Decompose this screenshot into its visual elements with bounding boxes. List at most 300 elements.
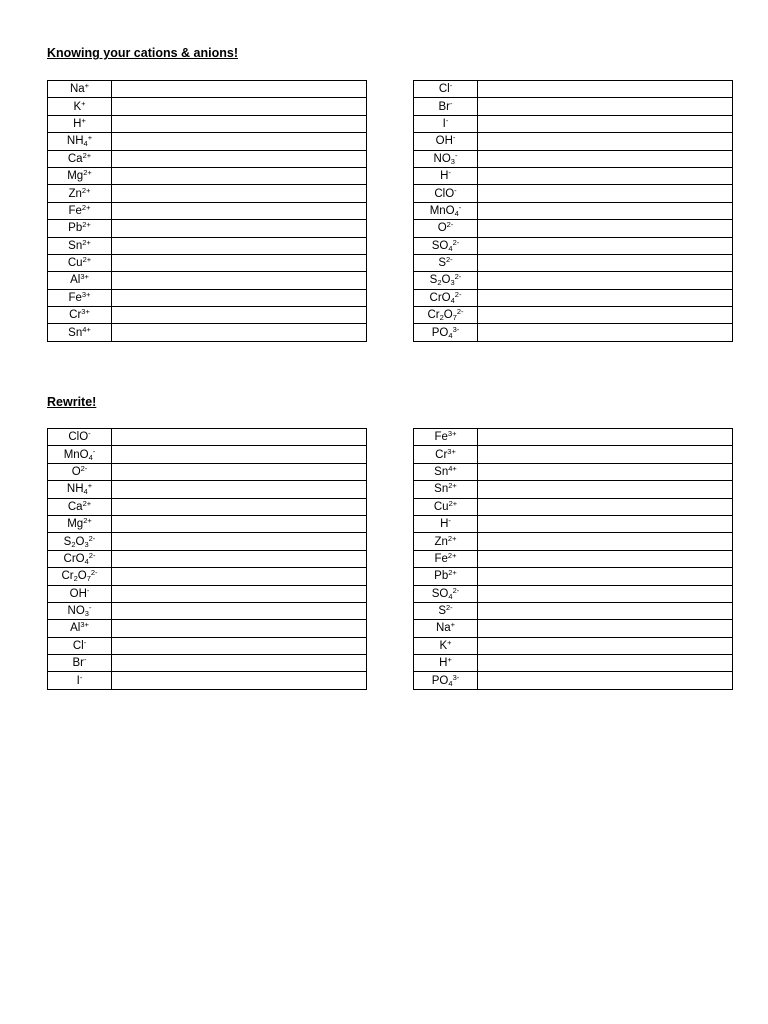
answer-cell[interactable] (478, 637, 733, 654)
answer-cell[interactable] (478, 498, 733, 515)
symbol-element: Ca (67, 152, 83, 165)
symbol-subscript: 7 (452, 313, 457, 323)
ion-symbol (48, 133, 112, 150)
charge-superscript: + (87, 133, 93, 143)
ion-row (414, 672, 733, 689)
answer-cell[interactable] (112, 254, 367, 271)
answer-cell[interactable] (478, 481, 733, 498)
answer-cell[interactable] (478, 550, 733, 567)
charge-superscript: + (84, 81, 90, 91)
symbol-element: ClO (434, 187, 455, 200)
ion-symbol (48, 481, 112, 498)
symbol-element: K (439, 639, 448, 652)
ion-symbol (414, 202, 478, 219)
answer-cell[interactable] (478, 655, 733, 672)
charge-superscript: + (81, 115, 86, 125)
charge-superscript: - (454, 185, 457, 195)
symbol-element: Cu (67, 257, 83, 270)
ion-row (48, 254, 367, 271)
symbol-element: PO (431, 326, 449, 339)
symbol-element: O (443, 309, 453, 322)
answer-cell[interactable] (112, 98, 367, 115)
answer-cell[interactable] (112, 202, 367, 219)
answer-cell[interactable] (112, 515, 367, 532)
ion-row (48, 550, 367, 567)
symbol-element: Fe (68, 291, 82, 304)
answer-cell[interactable] (478, 620, 733, 637)
charge-superscript: - (79, 672, 83, 682)
answer-cell[interactable] (478, 515, 733, 532)
answer-cell[interactable] (112, 220, 367, 237)
symbol-element: MnO (63, 448, 89, 461)
ion-row (414, 515, 733, 532)
ion-symbol (48, 463, 112, 480)
answer-cell[interactable] (478, 237, 733, 254)
answer-cell[interactable] (112, 585, 367, 602)
ion-symbol (414, 498, 478, 515)
ion-symbol (48, 220, 112, 237)
ion-symbol (48, 672, 112, 689)
ion-symbol (48, 307, 112, 324)
answer-cell[interactable] (112, 672, 367, 689)
symbol-subscript: 7 (86, 574, 91, 584)
charge-superscript: + (447, 637, 452, 647)
ion-symbol (414, 133, 478, 150)
ion-symbol (414, 533, 478, 550)
charge-superscript: 3+ (80, 620, 89, 630)
charge-superscript: - (83, 637, 87, 647)
ion-row (48, 167, 367, 184)
symbol-element: Zn (434, 535, 448, 548)
charge-superscript: - (448, 168, 451, 178)
charge-superscript: 2- (80, 463, 88, 473)
symbol-element: S (429, 274, 438, 287)
ion-row (414, 220, 733, 237)
charge-superscript: 2+ (82, 237, 91, 247)
ion-row (48, 202, 367, 219)
symbol-element: NO (67, 605, 85, 618)
answer-cell[interactable] (112, 637, 367, 654)
charge-superscript: 2+ (83, 516, 92, 526)
answer-cell[interactable] (112, 498, 367, 515)
symbol-element: ClO (68, 431, 89, 444)
ion-row (414, 533, 733, 550)
charge-superscript: 2+ (448, 568, 457, 578)
charge-superscript: 3+ (447, 446, 456, 456)
charge-superscript: - (92, 446, 96, 456)
symbol-element: Cr (69, 309, 82, 322)
symbol-subscript: 4 (88, 452, 93, 462)
symbol-subscript: 4 (448, 591, 453, 601)
answer-cell[interactable] (478, 115, 733, 132)
ion-row (414, 289, 733, 306)
ion-row (48, 602, 367, 619)
charge-superscript: 2+ (81, 202, 91, 212)
symbol-element: MnO (429, 204, 455, 217)
symbol-element: OH (435, 135, 453, 148)
ion-symbol (414, 515, 478, 532)
ion-symbol (48, 429, 112, 446)
symbol-element: NO (433, 152, 451, 165)
ion-symbol (414, 585, 478, 602)
symbol-element: I (442, 117, 446, 130)
ion-symbol (414, 446, 478, 463)
charge-superscript: 2- (454, 272, 462, 282)
charge-superscript: 2+ (83, 168, 92, 178)
symbol-element: Cl (72, 639, 84, 652)
ion-row (414, 446, 733, 463)
symbol-element: Pb (68, 222, 83, 235)
charge-superscript: 2- (88, 533, 96, 543)
symbol-subscript: 2 (73, 574, 78, 584)
symbol-element: Sn (68, 239, 83, 252)
symbol-subscript: 4 (83, 139, 88, 149)
answer-cell[interactable] (478, 429, 733, 446)
charge-superscript: 2+ (447, 533, 457, 543)
answer-cell[interactable] (112, 185, 367, 202)
answer-cell[interactable] (478, 150, 733, 167)
ion-row (414, 602, 733, 619)
ion-row (48, 115, 367, 132)
answer-cell[interactable] (112, 446, 367, 463)
answer-cell[interactable] (478, 602, 733, 619)
charge-superscript: 2- (452, 237, 460, 247)
symbol-element: PO (431, 674, 449, 687)
charge-superscript: 3- (452, 672, 460, 682)
charge-superscript: - (452, 133, 456, 143)
symbol-element: Fe (434, 431, 448, 444)
answer-cell[interactable] (478, 220, 733, 237)
ion-row (48, 498, 367, 515)
ion-row (414, 150, 733, 167)
charge-superscript: 2- (454, 289, 462, 299)
symbol-subscript: 2 (439, 313, 444, 323)
ion-symbol (414, 81, 478, 98)
answer-cell[interactable] (112, 463, 367, 480)
symbol-element: Fe (434, 552, 448, 565)
symbol-subscript: 3 (84, 609, 89, 619)
symbol-element: Cl (438, 83, 450, 96)
answer-cell[interactable] (478, 585, 733, 602)
ion-row (48, 98, 367, 115)
symbol-subscript: 4 (84, 556, 89, 566)
ion-symbol (414, 167, 478, 184)
ion-symbol (414, 220, 478, 237)
symbol-element: Fe (68, 204, 82, 217)
answer-cell[interactable] (112, 115, 367, 132)
answer-cell[interactable] (478, 133, 733, 150)
symbol-element: I (76, 674, 80, 687)
symbol-element: Mg (67, 170, 84, 183)
ion-symbol (414, 185, 478, 202)
symbol-element: NH (66, 483, 84, 496)
charge-superscript: 2+ (447, 550, 457, 560)
symbol-element: O (75, 535, 85, 548)
ion-row (48, 237, 367, 254)
ion-row (414, 81, 733, 98)
ion-row (414, 481, 733, 498)
ion-symbol (414, 237, 478, 254)
symbol-element: Pb (434, 570, 449, 583)
ion-row (48, 429, 367, 446)
ion-symbol (48, 498, 112, 515)
ion-symbol (48, 637, 112, 654)
ion-row (414, 550, 733, 567)
ion-row (414, 237, 733, 254)
answer-cell[interactable] (478, 463, 733, 480)
answer-cell[interactable] (478, 272, 733, 289)
symbol-element: H (440, 170, 449, 183)
ion-row (48, 481, 367, 498)
charge-superscript: - (454, 150, 458, 160)
symbol-element: Br (72, 657, 84, 670)
charge-superscript: 2+ (448, 498, 458, 508)
symbol-element: H (440, 518, 449, 531)
ion-symbol (414, 272, 478, 289)
ion-symbol (414, 307, 478, 324)
ion-row (414, 167, 733, 184)
symbol-subscript: 2 (437, 278, 442, 288)
symbol-element: Ca (67, 500, 83, 513)
charge-superscript: - (88, 603, 92, 613)
ion-row (414, 498, 733, 515)
symbol-element: O (437, 222, 447, 235)
symbol-subscript: 4 (83, 487, 88, 497)
answer-cell[interactable] (478, 167, 733, 184)
charge-superscript: 3+ (447, 429, 457, 439)
answer-cell[interactable] (112, 81, 367, 98)
answer-cell[interactable] (478, 202, 733, 219)
ion-symbol (48, 324, 112, 341)
charge-superscript: 2+ (82, 255, 92, 265)
symbol-subscript: 4 (454, 208, 459, 218)
symbol-subscript: 3 (450, 278, 455, 288)
symbol-element: Cr (435, 448, 448, 461)
symbol-element: O (71, 465, 81, 478)
charge-superscript: 2+ (82, 498, 92, 508)
ion-row (48, 585, 367, 602)
symbol-element: CrO (429, 291, 451, 304)
answer-cell[interactable] (478, 672, 733, 689)
ion-row (48, 620, 367, 637)
ion-symbol (48, 115, 112, 132)
ion-symbol (48, 185, 112, 202)
charge-superscript: - (448, 516, 451, 526)
ion-symbol (414, 550, 478, 567)
symbol-element: Al (70, 622, 81, 635)
answer-cell[interactable] (112, 533, 367, 550)
answer-cell[interactable] (112, 307, 367, 324)
answer-cell[interactable] (112, 602, 367, 619)
answer-cell[interactable] (478, 81, 733, 98)
answer-cell[interactable] (478, 307, 733, 324)
answer-cell[interactable] (112, 237, 367, 254)
answer-cell[interactable] (478, 254, 733, 271)
ion-row (414, 585, 733, 602)
ion-row (48, 672, 367, 689)
answer-cell[interactable] (478, 324, 733, 341)
ion-row (48, 324, 367, 341)
answer-cell[interactable] (112, 150, 367, 167)
ion-symbol (48, 585, 112, 602)
charge-superscript: 4+ (82, 324, 91, 334)
ion-symbol (414, 324, 478, 341)
answer-cell[interactable] (478, 533, 733, 550)
rewrite-left-table (47, 428, 367, 690)
charge-superscript: 3- (452, 324, 460, 334)
section-title-knowing-ions: Knowing your cations & anions! (47, 46, 238, 60)
symbol-element: Br (438, 100, 450, 113)
ion-row (414, 568, 733, 585)
answer-cell[interactable] (112, 568, 367, 585)
charge-superscript: 2- (90, 568, 98, 578)
ion-row (48, 655, 367, 672)
answer-cell[interactable] (112, 550, 367, 567)
ion-symbol (414, 602, 478, 619)
ion-symbol (414, 115, 478, 132)
charge-superscript: 2- (456, 307, 464, 317)
symbol-subscript: 4 (448, 678, 453, 688)
symbol-subscript: 4 (450, 295, 455, 305)
charge-superscript: 2- (446, 255, 453, 265)
answer-cell[interactable] (112, 289, 367, 306)
ion-row (48, 637, 367, 654)
charge-superscript: - (86, 585, 90, 595)
ion-symbol (48, 254, 112, 271)
ion-row (48, 289, 367, 306)
symbol-element: OH (69, 587, 87, 600)
ion-row (48, 515, 367, 532)
ion-symbol (414, 655, 478, 672)
charge-superscript: + (447, 655, 452, 665)
ion-symbol (48, 150, 112, 167)
answer-cell[interactable] (478, 185, 733, 202)
charge-superscript: - (84, 655, 87, 665)
ion-row (48, 446, 367, 463)
ion-symbol (414, 637, 478, 654)
ion-symbol (48, 237, 112, 254)
symbol-element: S (438, 257, 446, 270)
symbol-subscript: 4 (448, 243, 453, 253)
rewrite-right-table (413, 428, 733, 690)
ion-row (48, 463, 367, 480)
charge-superscript: - (449, 81, 453, 91)
symbol-element: Cr (427, 309, 440, 322)
symbol-element: O (441, 274, 451, 287)
symbol-element: Zn (68, 187, 82, 200)
answer-cell[interactable] (112, 620, 367, 637)
ion-row (414, 133, 733, 150)
symbol-subscript: 4 (448, 330, 453, 340)
charge-superscript: - (445, 115, 449, 125)
answer-cell[interactable] (112, 133, 367, 150)
ion-symbol (48, 620, 112, 637)
charge-superscript: 2+ (81, 185, 91, 195)
symbol-element: Sn (434, 465, 449, 478)
symbol-subscript: 3 (450, 156, 455, 166)
answer-cell[interactable] (112, 429, 367, 446)
ion-symbol (48, 81, 112, 98)
answer-cell[interactable] (478, 568, 733, 585)
ion-symbol (48, 602, 112, 619)
anions-table (413, 80, 733, 342)
charge-superscript: 3+ (81, 307, 90, 317)
ion-row (48, 272, 367, 289)
symbol-element: O (77, 570, 87, 583)
ion-symbol (414, 289, 478, 306)
ion-row (48, 81, 367, 98)
answer-cell[interactable] (112, 272, 367, 289)
symbol-element: SO (431, 587, 449, 600)
ion-symbol (414, 620, 478, 637)
ion-row (414, 429, 733, 446)
ion-symbol (414, 98, 478, 115)
symbol-element: CrO (63, 552, 85, 565)
symbol-element: NH (66, 135, 84, 148)
ion-symbol (48, 446, 112, 463)
symbol-subscript: 3 (84, 539, 89, 549)
ion-row (414, 620, 733, 637)
charge-superscript: 2+ (82, 150, 92, 160)
charge-superscript: 4+ (448, 463, 457, 473)
answer-cell[interactable] (112, 324, 367, 341)
answer-cell[interactable] (112, 481, 367, 498)
answer-cell[interactable] (112, 167, 367, 184)
answer-cell[interactable] (478, 446, 733, 463)
symbol-element: S (438, 605, 446, 618)
symbol-element: H (439, 657, 448, 670)
ion-symbol (48, 655, 112, 672)
ion-symbol (414, 254, 478, 271)
ion-symbol (48, 533, 112, 550)
ion-row (48, 533, 367, 550)
ion-row (414, 115, 733, 132)
answer-cell[interactable] (112, 655, 367, 672)
ion-symbol (48, 289, 112, 306)
charge-superscript: 3+ (81, 289, 91, 299)
symbol-element: SO (431, 239, 449, 252)
ion-row (414, 254, 733, 271)
answer-cell[interactable] (478, 98, 733, 115)
ion-symbol (48, 167, 112, 184)
charge-superscript: 2- (88, 550, 96, 560)
ion-row (48, 185, 367, 202)
ion-symbol (414, 672, 478, 689)
symbol-element: K (73, 100, 82, 113)
symbol-element: Na (69, 83, 85, 96)
ion-symbol (414, 463, 478, 480)
ion-row (414, 307, 733, 324)
symbol-element: Al (70, 274, 81, 287)
symbol-subscript: 2 (71, 539, 76, 549)
ion-row (414, 637, 733, 654)
ion-symbol (414, 429, 478, 446)
ion-row (414, 463, 733, 480)
charge-superscript: + (450, 620, 456, 630)
ion-symbol (414, 568, 478, 585)
ion-symbol (48, 272, 112, 289)
answer-cell[interactable] (478, 289, 733, 306)
ion-row (414, 202, 733, 219)
ion-row (48, 150, 367, 167)
ion-symbol (48, 550, 112, 567)
ion-row (414, 655, 733, 672)
ion-row (48, 220, 367, 237)
symbol-element: Sn (68, 326, 83, 339)
symbol-element: S (63, 535, 72, 548)
ion-symbol (414, 481, 478, 498)
charge-superscript: + (87, 481, 93, 491)
